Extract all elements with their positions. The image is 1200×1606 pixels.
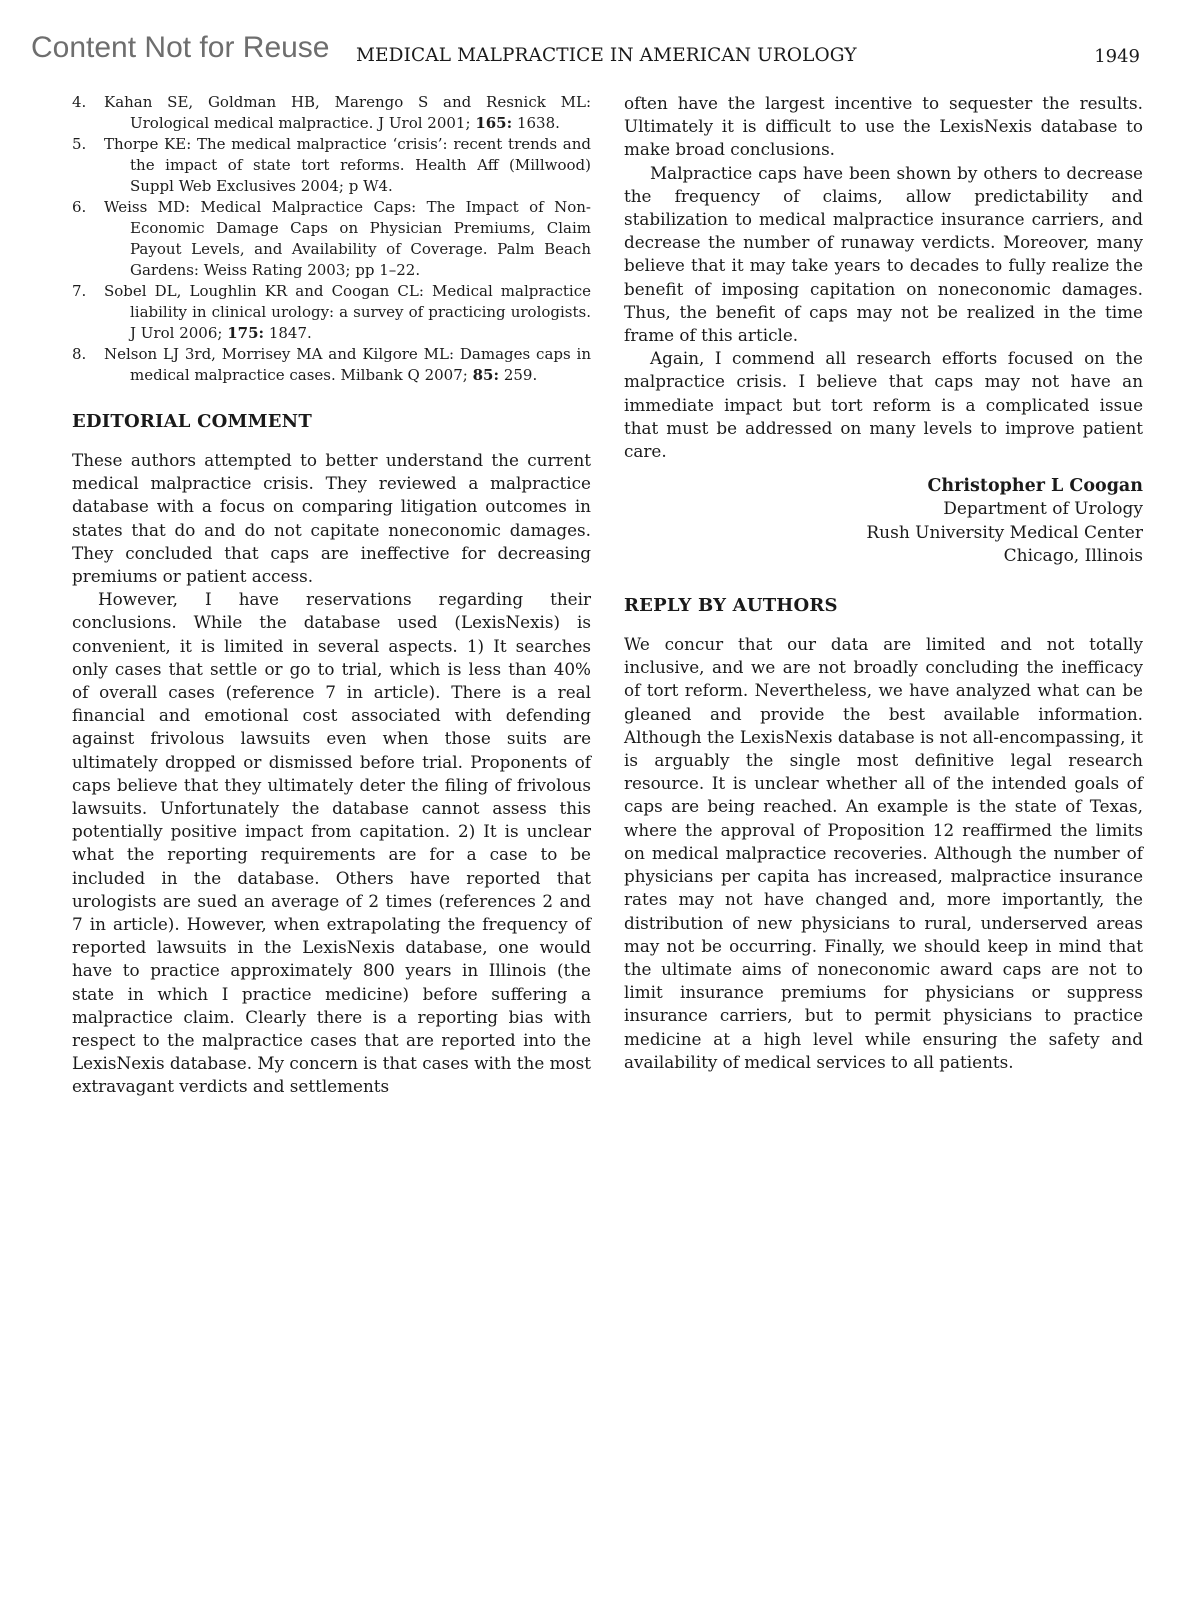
reference-pages: 1638. — [516, 114, 560, 132]
reference-volume: 165: — [475, 114, 513, 132]
reply-body — [624, 633, 1143, 1074]
editorial-paragraph: often have the largest incentive to sequester the results. Ultimately it is difficult to use the LexisNexis database to make broad conclusions. — [624, 93, 1143, 160]
reference-pages: 1847. — [268, 324, 312, 342]
reference-item — [72, 281, 591, 344]
page-number: 1949 — [1094, 46, 1140, 67]
reference-list — [72, 92, 591, 386]
reference-text: Weiss MD: Medical Malpractice Caps: The Impact of Non-Economic Damage Caps on Physician Premiums, Claim Payout Levels, and Availability of Coverage. Palm Beach Gardens: Weiss Rating 2003; pp 1–22. — [104, 198, 591, 279]
editorial-comment-body — [72, 449, 591, 1099]
signature-name: Christopher L Coogan — [927, 476, 1143, 497]
right-column — [624, 92, 1143, 1074]
running-title: MEDICAL MALPRACTICE IN AMERICAN UROLOGY — [356, 45, 857, 66]
reference-item — [72, 344, 591, 386]
reference-volume: 175: — [227, 324, 265, 342]
reference-number: 4. — [72, 93, 87, 111]
editorial-paragraph: Again, I commend all research efforts focused on the malpractice crisis. I believe that caps may not have an immediate impact but tort reform is a complicated issue that must be addressed on many levels to improve patient care. — [624, 348, 1143, 462]
editorial-paragraph: Malpractice caps have been shown by others to decrease the frequency of claims, allow predictability and stabilization to medical malpractice insurance carriers, and decrease the number of runaway verdicts. Moreover, many believe that it may take years to decades to fully realize the benefit of imposing capitation on noneconomic damages. Thus, the benefit of caps may not be realized in the time frame of this article. — [624, 162, 1143, 346]
reference-volume: 85: — [472, 366, 500, 384]
left-column — [72, 92, 591, 1099]
reference-number: 5. — [72, 135, 87, 153]
reference-text: Nelson LJ 3rd, Morrisey MA and Kilgore ML: Damages caps in medical malpractice cases. Milbank Q 2007; — [104, 345, 591, 384]
reply-paragraph: We concur that our data are limited and not totally inclusive, and we are not broadly concluding the inefficacy of tort reform. Nevertheless, we have analyzed what can be gleaned and provide the best available information. Although the LexisNexis database is not all-encompassing, it is arguably the single most definitive legal research resource. It is unclear whether all of the intended goals of caps are being reached. An example is the state of Texas, where the approval of Proposition 12 reaffirmed the limits on medical malpractice recoveries. Although the number of physicians per capita has increased, malpractice insurance rates may not have changed and, more importantly, the distribution of new physicians to rural, underserved areas may not be occurring. Finally, we should keep in mind that the ultimate aims of noneconomic award caps are not to limit insurance premiums for physicians or suppress insurance carriers, but to permit physicians to practice medicine at a high level while ensuring the safety and availability of medical services to all patients. — [624, 634, 1143, 1072]
editorial-comment-continued — [624, 92, 1143, 463]
reference-number: 6. — [72, 198, 87, 216]
reference-item — [72, 92, 591, 134]
editorial-paragraph: However, I have reservations regarding their conclusions. While the database used (LexisNexis) is convenient, it is limited in several aspects. 1) It searches only cases that settle or go to trial, which is less than 40% of overall cases (reference 7 in article). There is a real financial and emotional cost associated with defending against frivolous lawsuits even when those suits are ultimately dropped or dismissed before trial. Proponents of caps believe that they ultimately deter the filing of frivolous lawsuits. Unfortunately the database cannot assess this potentially positive impact from capitation. 2) It is unclear what the reporting requirements are for a case to be included in the database. Others have reported that urologists are sued an average of 2 times (references 2 and 7 in article). However, when extrapolating the frequency of reported lawsuits in the LexisNexis database, one would have to practice approximately 800 years in Illinois (the state in which I practice medicine) before suffering a malpractice claim. Clearly there is a reporting bias with respect to the malpractice cases that are reported into the LexisNexis database. My concern is that cases with the most extravagant verdicts and settlements — [72, 589, 591, 1097]
reference-number: 8. — [72, 345, 87, 363]
reference-pages: 259. — [503, 366, 538, 384]
signature-department: Department of Urology — [943, 499, 1143, 520]
reference-text: Sobel DL, Loughlin KR and Coogan CL: Medical malpractice liability in clinical urology: a survey of practicing urologists. J Urol 2006; — [104, 282, 591, 342]
editorial-signature — [624, 475, 1143, 568]
signature-institution: Rush University Medical Center — [866, 522, 1143, 543]
editorial-comment-heading: EDITORIAL COMMENT — [72, 411, 312, 432]
reply-heading: REPLY BY AUTHORS — [624, 595, 838, 617]
reference-text: Thorpe KE: The medical malpractice ‘crisis’: recent trends and the impact of state tort reforms. Health Aff (Millwood) Suppl Web Exclusives 2004; p W4. — [104, 135, 591, 195]
watermark: Content Not for Reuse — [31, 31, 330, 64]
reference-item — [72, 134, 591, 197]
reference-number: 7. — [72, 282, 87, 300]
editorial-paragraph: These authors attempted to better understand the current medical malpractice crisis. They reviewed a malpractice database with a focus on comparing litigation outcomes in states that do and do not capitate noneconomic damages. They concluded that caps are ineffective for decreasing premiums or patient access. — [72, 450, 591, 587]
reference-item — [72, 197, 591, 281]
signature-location: Chicago, Illinois — [1003, 545, 1143, 566]
reference-text: Kahan SE, Goldman HB, Marengo S and Resnick ML: Urological medical malpractice. J Urol 2001; — [104, 93, 591, 132]
